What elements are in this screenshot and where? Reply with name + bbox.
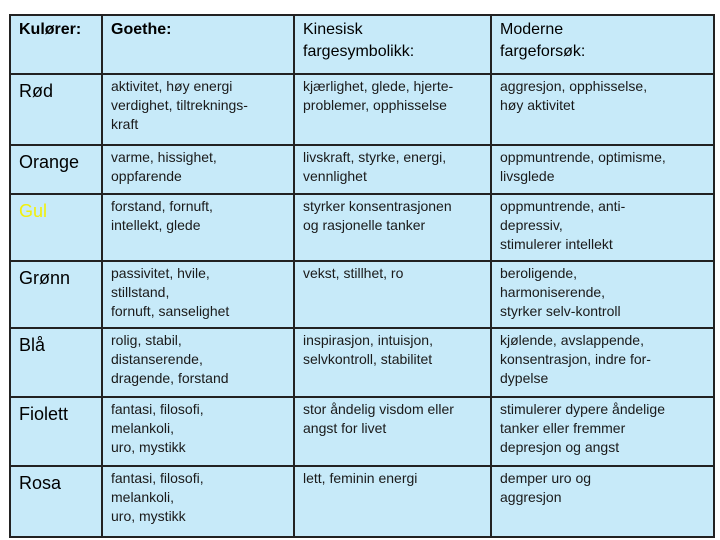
chinese-cell (294, 194, 491, 261)
cell-line: livskraft, styrke, energi, (303, 148, 447, 165)
color-name-cell (10, 397, 102, 466)
color-name: Grønn (19, 267, 71, 288)
modern-cell (491, 328, 714, 397)
table-row (10, 74, 714, 145)
color-name: Blå (19, 334, 46, 355)
goethe-cell (102, 328, 294, 397)
cell-line: oppfarende (111, 167, 182, 184)
table-row (10, 328, 714, 397)
color-symbolism-table (9, 14, 715, 538)
cell-line: stillstand, (111, 283, 170, 300)
header-goethe: Goethe: (102, 15, 294, 74)
color-name-cell (10, 194, 102, 261)
cell-line: demper uro og (500, 469, 592, 486)
cell-line: intellekt, glede (111, 216, 201, 233)
header-modern-research: Moderne fargeforsøk: (491, 15, 714, 74)
table-header-row (10, 15, 714, 74)
cell-line: lett, feminin energi (303, 469, 418, 486)
cell-line: aggresjon (500, 488, 562, 505)
cell-line: rolig, stabil, (111, 331, 182, 348)
cell-line: uro, mystikk (111, 438, 186, 455)
cell-line: forstand, fornuft, (111, 197, 213, 214)
color-name: Fiolett (19, 403, 69, 424)
modern-cell (491, 397, 714, 466)
cell-line: beroligende, (500, 264, 578, 281)
header-colors: Kulører: (10, 15, 102, 74)
color-name-cell (10, 261, 102, 328)
cell-line: oppmuntrende, optimisme, (500, 148, 666, 165)
color-name: Orange (19, 151, 80, 172)
cell-line: fornuft, sanselighet (111, 302, 230, 319)
cell-line: passivitet, hvile, (111, 264, 210, 281)
cell-line: dypelse (500, 369, 549, 386)
table-body (10, 74, 714, 537)
color-name: Gul (19, 200, 48, 221)
chinese-cell (294, 328, 491, 397)
chinese-cell (294, 74, 491, 145)
modern-cell (491, 466, 714, 537)
modern-cell (491, 145, 714, 194)
cell-line: depressiv, (500, 216, 563, 233)
cell-line: verdighet, tiltreknings- (111, 96, 248, 113)
chinese-cell (294, 145, 491, 194)
cell-line: konsentrasjon, indre for- (500, 350, 651, 367)
cell-line: dragende, forstand (111, 369, 229, 386)
table-row (10, 397, 714, 466)
cell-line: angst for livet (303, 419, 387, 436)
cell-line: stor åndelig visdom eller (303, 400, 454, 417)
cell-line: depresjon og angst (500, 438, 620, 455)
color-name: Rød (19, 80, 54, 101)
cell-line: melankoli, (111, 488, 175, 505)
color-name-cell (10, 466, 102, 537)
modern-cell (491, 74, 714, 145)
goethe-cell (102, 261, 294, 328)
cell-line: distanserende, (111, 350, 203, 367)
cell-line: selvkontroll, stabilitet (303, 350, 433, 367)
color-name-cell (10, 328, 102, 397)
goethe-cell (102, 74, 294, 145)
cell-line: tanker eller fremmer (500, 419, 626, 436)
cell-line: kraft (111, 115, 139, 132)
cell-line: fantasi, filosofi, (111, 400, 204, 417)
cell-line: kjølende, avslappende, (500, 331, 644, 348)
table-row (10, 261, 714, 328)
goethe-cell (102, 466, 294, 537)
cell-line: problemer, opphisselse (303, 96, 447, 113)
cell-line: styrker konsentrasjonen (303, 197, 452, 214)
cell-line: kjærlighet, glede, hjerte- (303, 77, 454, 94)
cell-line: fantasi, filosofi, (111, 469, 204, 486)
cell-line: uro, mystikk (111, 507, 186, 524)
cell-line: inspirasjon, intuisjon, (303, 331, 433, 348)
modern-cell (491, 194, 714, 261)
goethe-cell (102, 194, 294, 261)
chinese-cell (294, 466, 491, 537)
header-chinese-symbolism: Kinesisk fargesymbolikk: (294, 15, 491, 74)
color-name-cell (10, 145, 102, 194)
cell-line: aggresjon, opphisselse, (500, 77, 648, 94)
table-row (10, 466, 714, 537)
color-name-cell (10, 74, 102, 145)
cell-line: aktivitet, høy energi (111, 77, 233, 94)
cell-line: stimulerer intellekt (500, 235, 613, 252)
cell-line: vekst, stillhet, ro (303, 264, 404, 281)
cell-line: melankoli, (111, 419, 175, 436)
color-name: Rosa (19, 472, 62, 493)
cell-line: oppmuntrende, anti- (500, 197, 626, 214)
goethe-cell (102, 145, 294, 194)
cell-line: og rasjonelle tanker (303, 216, 426, 233)
table-row (10, 194, 714, 261)
chinese-cell (294, 261, 491, 328)
chinese-cell (294, 397, 491, 466)
cell-line: vennlighet (303, 167, 367, 184)
cell-line: stimulerer dypere åndelige (500, 400, 665, 417)
cell-line: høy aktivitet (500, 96, 575, 113)
modern-cell (491, 261, 714, 328)
cell-line: varme, hissighet, (111, 148, 217, 165)
goethe-cell (102, 397, 294, 466)
cell-line: styrker selv-kontroll (500, 302, 621, 319)
table-row (10, 145, 714, 194)
cell-line: harmoniserende, (500, 283, 606, 300)
cell-line: livsglede (500, 167, 555, 184)
